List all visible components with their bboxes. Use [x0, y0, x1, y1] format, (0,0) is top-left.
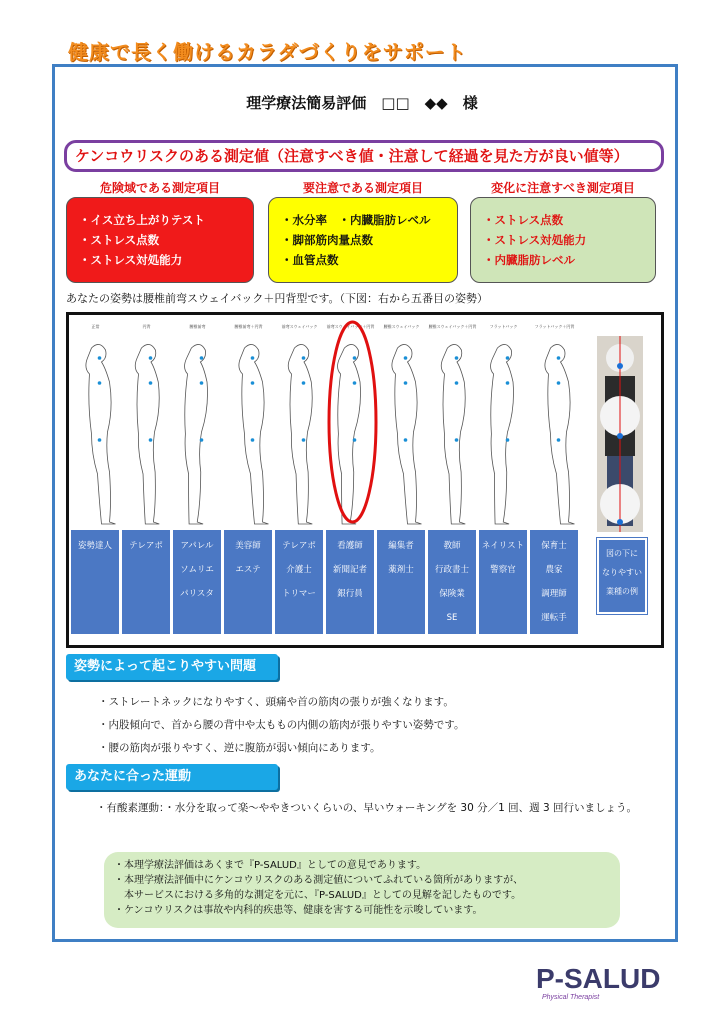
- landmark-dot: [302, 356, 306, 360]
- posture-type-label: 円背: [142, 324, 151, 329]
- posture-type-label: 前弯スウェイバック＋円背: [326, 324, 375, 329]
- landmark-dot: [506, 381, 510, 385]
- posture-silhouette: [173, 344, 215, 524]
- job-column: [224, 530, 272, 634]
- landmark-dot: [98, 381, 102, 385]
- watch-item: ・ストレス点数: [483, 213, 564, 227]
- posture-result: あなたの姿勢は腰椎前弯スウェイバック＋円背型です。（下図：右から五番目の姿勢）: [66, 292, 488, 305]
- landmark-dot: [404, 381, 408, 385]
- caution-item: ・血管点数: [281, 253, 339, 267]
- job-column: [71, 530, 119, 634]
- landmark-dot: [149, 438, 153, 442]
- landmark-dot: [353, 438, 357, 442]
- landmark-dot: [200, 438, 204, 442]
- landmark-dot: [251, 381, 255, 385]
- job-column: [173, 530, 221, 634]
- caution-item: ・水分率 ・内臓脂肪レベル: [281, 213, 431, 227]
- posture-type-label: 正常: [91, 324, 100, 329]
- landmark-dot: [557, 438, 561, 442]
- disclaimer-line: ・ケンコウリスクは事故や内科的疾患等、健康を害する可能性を示唆しています。: [114, 905, 483, 916]
- exercise-heading: あなたに合った運動: [66, 764, 278, 790]
- posture-silhouette: [436, 344, 472, 524]
- posture-silhouette: [239, 344, 269, 524]
- job-label: ソムリエ: [180, 565, 214, 575]
- landmark-dot: [506, 438, 510, 442]
- posture-silhouette: [283, 344, 319, 524]
- job-column: [428, 530, 476, 634]
- job-label: 警察官: [490, 565, 516, 575]
- posture-type-label: フラットバック: [489, 324, 518, 329]
- job-label: ネイリスト: [481, 541, 525, 551]
- landmark-dot: [506, 356, 510, 360]
- job-label: 行政書士: [434, 565, 469, 575]
- posture-silhouette: [479, 344, 521, 524]
- watch-item: ・内臓脂肪レベル: [483, 253, 575, 267]
- danger-item: ・ストレス対処能力: [79, 253, 183, 267]
- caution-item: ・脚部筋肉量点数: [281, 233, 373, 247]
- landmark-dot: [557, 381, 561, 385]
- job-label: テレアポ: [129, 541, 163, 551]
- job-column: [275, 530, 323, 634]
- job-label: 運転手: [541, 613, 567, 623]
- landmark-dot: [557, 356, 561, 360]
- job-column: [479, 530, 527, 634]
- job-label: エステ: [235, 565, 261, 575]
- job-note-line: 業種の例: [606, 587, 638, 596]
- landmark-dot: [302, 381, 306, 385]
- job-label: 教師: [443, 541, 461, 551]
- job-label: 農家: [545, 565, 563, 575]
- logo-wordmark: P-SALUD: [536, 963, 661, 994]
- landmark-dot: [404, 438, 408, 442]
- job-label: 銀行員: [337, 589, 363, 599]
- posture-type-label: 腰椎前弯＋円背: [234, 324, 263, 329]
- disclaimer-line: 本サービスにおける多角的な測定を元に、『P-SALUD』としての見解を記したものです。: [114, 890, 522, 901]
- landmark-dot: [455, 356, 459, 360]
- disclaimer-line: ・本理学療法評価はあくまで『P-SALUD』としての意見であります。: [114, 860, 427, 871]
- landmark-dot: [200, 381, 204, 385]
- problem-item: ・腰の筋肉が張りやすく、逆に腹筋が弱い傾向にあります。: [98, 742, 381, 754]
- job-column: [122, 530, 170, 634]
- landmark-dot: [251, 438, 255, 442]
- job-label: 介護士: [286, 565, 312, 575]
- job-label: 美容師: [235, 541, 261, 551]
- job-label: 姿勢達人: [77, 541, 112, 551]
- problems-heading: 姿勢によって起こりやすい問題: [66, 654, 278, 680]
- danger-item: ・イス立ち上がりテスト: [79, 213, 205, 227]
- job-label: 薬剤士: [388, 565, 414, 575]
- posture-type-label: 腰椎前弯: [189, 324, 206, 329]
- job-note-box: [597, 538, 647, 614]
- landmark-dot: [149, 381, 153, 385]
- page-title: 理学療法簡易評価 □□ ◆◆ 様: [246, 94, 478, 112]
- disclaimer-box: [104, 852, 620, 928]
- job-label: アパレル: [180, 541, 214, 551]
- logo-tagline: Physical Therapist: [542, 994, 600, 1001]
- risk-banner: ケンコウリスクのある測定値（注意すべき値・注意して経過を見た方が良い値等）: [64, 140, 664, 172]
- job-column: [377, 530, 425, 634]
- disclaimer-line: ・本理学療法評価中にケンコウリスクのある測定値についてふれている箇所がありますが、: [114, 875, 524, 886]
- job-label: テレアポ: [282, 541, 316, 551]
- job-label: 看護師: [337, 541, 363, 551]
- job-label: パリスタ: [180, 589, 214, 599]
- posture-type-label: 腰椎スウェイバック＋円背: [428, 324, 477, 329]
- job-note-line: なりやすい: [602, 568, 642, 577]
- landmark-dot: [98, 438, 102, 442]
- danger-heading: 危険域である測定項目: [99, 181, 220, 195]
- job-column: [530, 530, 578, 634]
- posture-silhouette: [130, 344, 166, 524]
- posture-silhouettes-image: [70, 318, 580, 530]
- landmark-dot: [404, 356, 408, 360]
- danger-box: [66, 197, 254, 283]
- job-column: [326, 530, 374, 634]
- watch-box: [470, 197, 656, 283]
- watch-item: ・ストレス対処能力: [483, 233, 587, 247]
- posture-silhouette: [392, 344, 422, 524]
- landmark-dot: [251, 356, 255, 360]
- landmark-dot: [98, 356, 102, 360]
- caution-box: [268, 197, 458, 283]
- caution-heading: 要注意である測定項目: [302, 181, 423, 195]
- job-label: SE: [446, 613, 458, 623]
- watch-heading: 変化に注意すべき測定項目: [491, 181, 635, 195]
- job-label: 保険業: [439, 589, 465, 599]
- posture-type-label: フラットバック＋円背: [534, 324, 575, 329]
- problem-item: ・ストレートネックになりやすく、頭痛や首の筋肉の張りが強くなります。: [98, 696, 454, 708]
- danger-item: ・ストレス点数: [79, 233, 160, 247]
- posture-photo: [597, 336, 643, 532]
- landmark-dot: [455, 381, 459, 385]
- landmark-dot: [302, 438, 306, 442]
- job-label: 編集者: [388, 541, 414, 551]
- job-label: 調理師: [541, 589, 567, 599]
- job-note-line: 図の下に: [606, 549, 638, 558]
- problem-item: ・内股傾向で、首から腰の背中や太ももの内側の筋肉が張りやすい姿勢です。: [98, 719, 465, 731]
- landmark-dot: [353, 356, 357, 360]
- landmark-dot: [353, 381, 357, 385]
- p-salud-logo: [536, 958, 666, 1002]
- job-label: 新聞記者: [332, 565, 367, 575]
- job-label: トリマー: [282, 589, 316, 599]
- landmark-dot: [149, 356, 153, 360]
- exercise-text: ・有酸素運動：・水分を取って楽～ややきついくらいの、早いウォーキングを 30 分／1 回、週 3 回行いましょう。: [96, 802, 638, 814]
- posture-silhouette: [86, 344, 116, 524]
- page-headline: 健康で長く働けるカラダづくりをサポート: [68, 40, 467, 64]
- job-label: 保育士: [541, 541, 567, 551]
- landmark-dot: [455, 438, 459, 442]
- landmark-dot: [200, 356, 204, 360]
- posture-type-label: 前弯スウェイバック: [281, 324, 318, 329]
- posture-silhouette: [545, 344, 575, 524]
- posture-type-label: 腰椎スウェイバック: [383, 324, 420, 329]
- job-examples: [70, 530, 580, 634]
